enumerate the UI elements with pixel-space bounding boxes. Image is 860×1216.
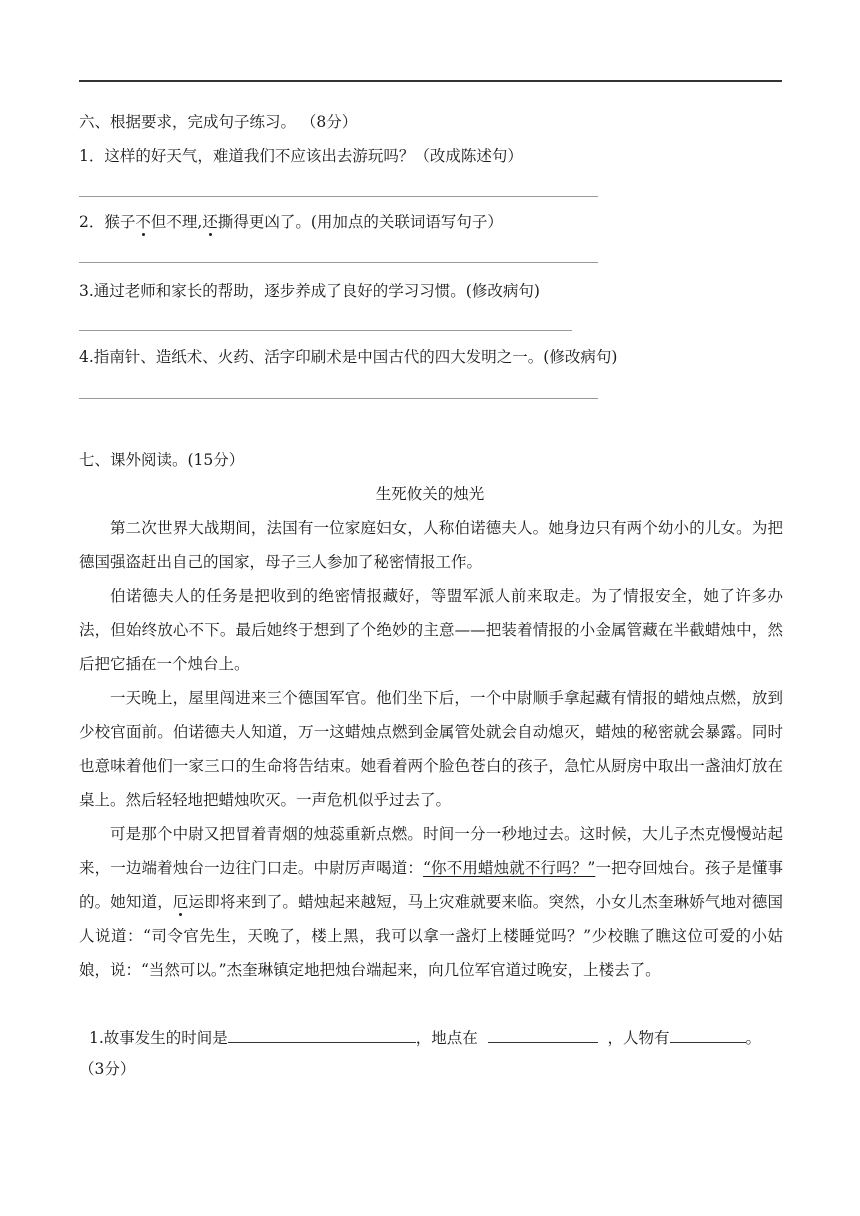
question-4-prompt: 4.指南针、造纸术、火药、活字印刷术是中国古代的四大发明之一。(修改病句) bbox=[79, 348, 618, 366]
dotted-char-bu: 不 bbox=[135, 213, 151, 231]
question-3-prompt: 3.通过老师和家长的帮助，逐步养成了良好的学习习惯。(修改病句) bbox=[79, 282, 540, 300]
question-2-prompt: 2．猴子不但不理,还撕得更凶了。(用加点的关联词语写句子） bbox=[79, 213, 503, 231]
story-paragraph-4: 可是那个中尉又把冒着青烟的烛蕊重新点燃。时间一分一秒地过去。这时候，大儿子杰克慢慢站起来，一边端着烛台一边往门口走。中尉厉声喝道：“你不用蜡烛就不行吗？”一把夺回烛台。孩子是懂事的。她知道，厄运即将来到了。蜡烛起来越短，马上灾难就要来临。突然，小女儿杰奎琳娇气地对德国人说道：“司令官先生，天晚了，楼上黑，我可以拿一盏灯上楼睡觉吗？”少校瞧了瞧这位可爱的小姑娘，说：“当然可以。”杰奎琳镇定地把烛台端起来，向几位军官道过晚安，上楼去了。 bbox=[79, 825, 783, 979]
question-2-answer-line[interactable] bbox=[79, 262, 598, 263]
dotted-char-e: 厄 bbox=[172, 893, 189, 911]
story-title: 生死攸关的烛光 bbox=[375, 485, 485, 503]
section-seven-heading: 七、课外阅读。(15分） bbox=[79, 451, 245, 469]
section-six-heading: 六、根据要求，完成句子练习。 （8分） bbox=[79, 113, 358, 131]
reading-question-1: 1.故事发生的时间是 ，地点在 ，人物有 。 bbox=[89, 1026, 761, 1049]
reading-question-1-score: （3分） bbox=[79, 1060, 136, 1078]
header-rule bbox=[79, 80, 782, 82]
story-paragraph-3: 一天晚上，屋里闯进来三个德国军官。他们坐下后，一个中尉顺手拿起藏有情报的蜡烛点燃，放到少校官面前。伯诺德夫人知道，万一这蜡烛点燃到金属管处就会自动熄灭，蜡烛的秘密就会暴露。同时也意味着他们一家三口的生命将告结束。她看着两个脸色苍白的孩子，急忙从厨房中取出一盏油灯放在桌上。然后轻轻地把蜡烛吹灭。一声危机似乎过去了。 bbox=[79, 689, 783, 809]
time-blank[interactable] bbox=[228, 1026, 416, 1043]
question-1-answer-line[interactable] bbox=[79, 196, 598, 197]
story-paragraph-1: 第二次世界大战期间，法国有一位家庭妇女，人称伯诺德夫人。她身边只有两个幼小的儿女。为把德国强盗赶出自己的国家，母子三人参加了秘密情报工作。 bbox=[79, 519, 783, 571]
underlined-quote: “你不用蜡烛就不行吗？” bbox=[423, 859, 596, 877]
characters-blank[interactable] bbox=[670, 1026, 746, 1043]
question-1-prompt: 1．这样的好天气，难道我们不应该出去游玩吗？（改成陈述句） bbox=[79, 147, 523, 165]
question-4-answer-line[interactable] bbox=[79, 398, 598, 399]
dotted-char-hai: 还 bbox=[202, 213, 218, 231]
question-3-answer-line[interactable] bbox=[79, 330, 572, 331]
place-blank[interactable] bbox=[488, 1026, 598, 1043]
story-paragraph-2: 伯诺德夫人的任务是把收到的绝密情报藏好，等盟军派人前来取走。为了情报安全，她了许多办法，但始终放心不下。最后她终于想到了个绝妙的主意——把装着情报的小金属管藏在半截蜡烛中，然后把它插在一个烛台上。 bbox=[79, 587, 783, 673]
